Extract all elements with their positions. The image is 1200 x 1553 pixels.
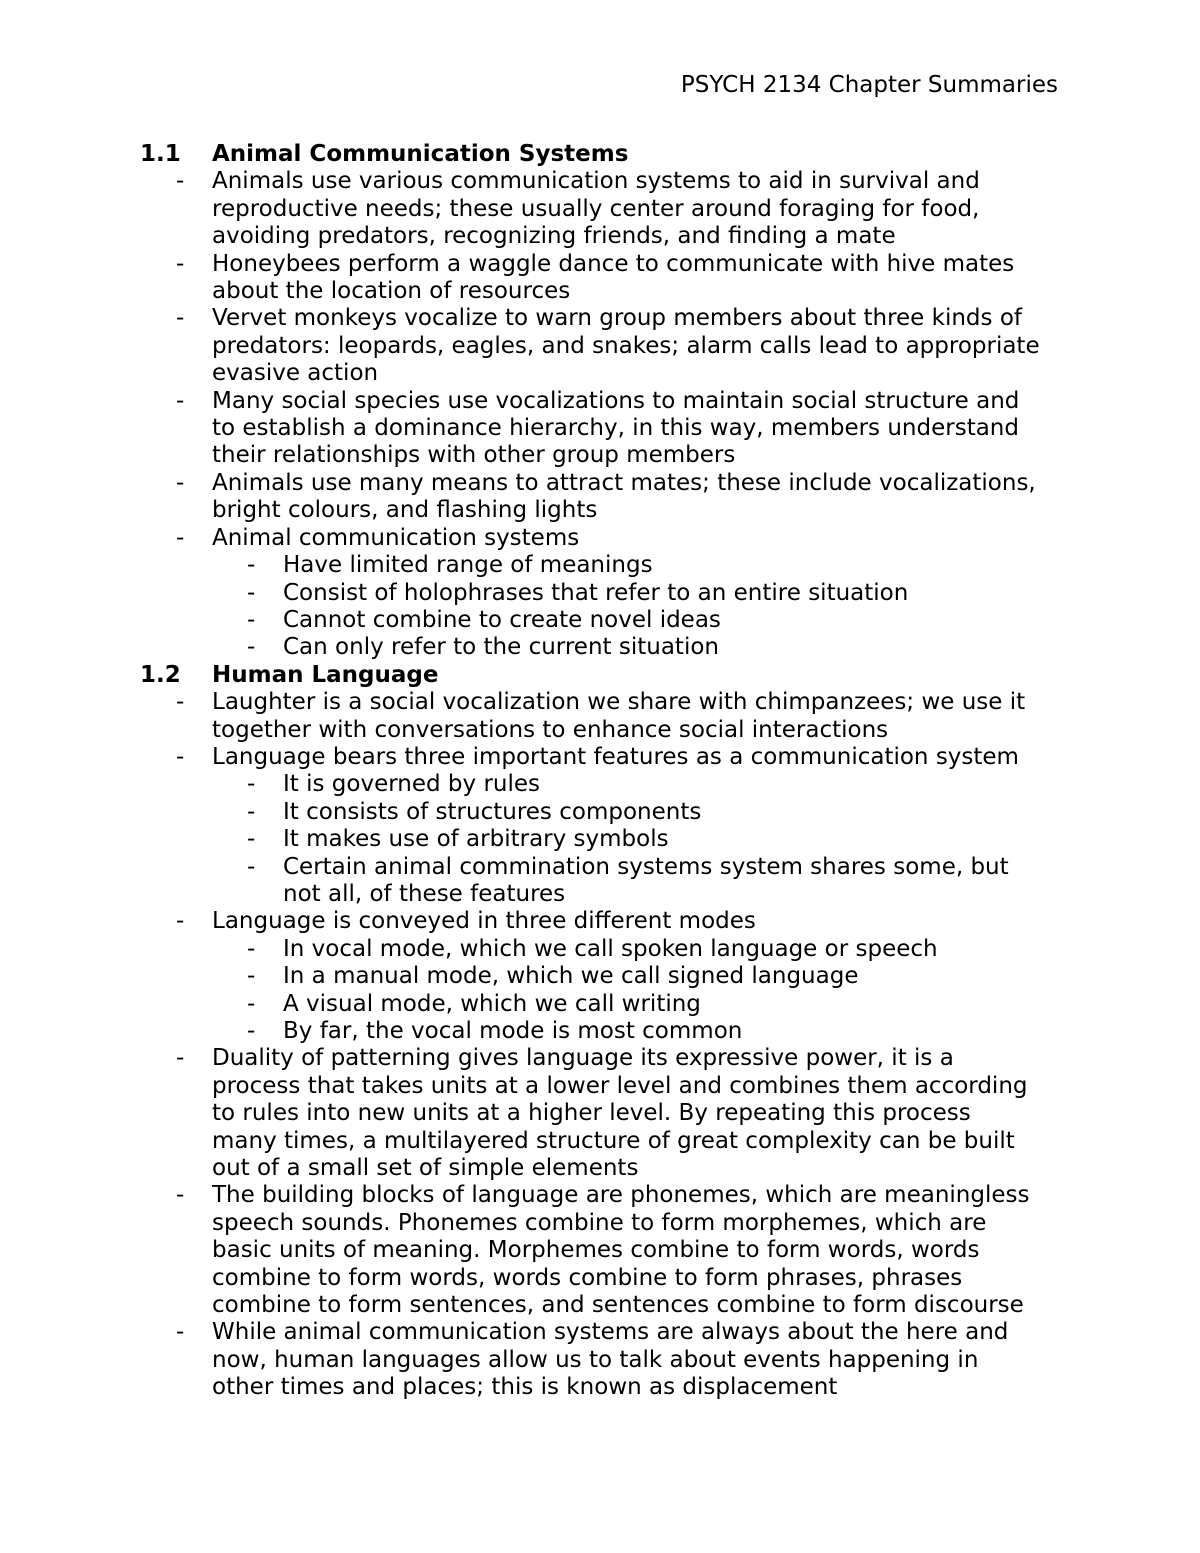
bullet-dash: - (176, 689, 185, 716)
bullet-item (176, 388, 1070, 470)
bullet-dash: - (247, 963, 256, 990)
bullet-item (176, 168, 1070, 250)
text-line: Animals use many means to attract mates; these include vocalizations, (212, 469, 1036, 496)
text-line: Laughter is a social vocalization we share with chimpanzees; we use it (212, 689, 1026, 716)
bullet-text (283, 826, 669, 853)
text-line: Certain animal commination systems system shares some, but (283, 853, 1009, 880)
bullet-dash: - (247, 935, 256, 962)
bullet-text (283, 580, 908, 607)
bullet-dash: - (176, 1045, 185, 1072)
bullet-text (283, 799, 701, 826)
text-line: Consist of holophrases that refer to an entire situation (283, 579, 909, 606)
bullet-dash: - (247, 579, 256, 606)
text-line: predators: leopards, eagles, and snakes; alarm calls lead to appropriate (212, 332, 1040, 359)
page-header (681, 72, 1058, 99)
bullet-text (212, 689, 1025, 744)
text-line: Animal communication systems (212, 524, 580, 551)
section-heading (140, 662, 1070, 689)
text-line: their relationships with other group members (212, 442, 736, 469)
text-line: Many social species use vocalizations to maintain social structure and (212, 387, 1020, 414)
bullet-dash: - (176, 1182, 185, 1209)
text-line: Animals use various communication systems to aid in survival and (212, 168, 980, 195)
text-line: Vervet monkeys vocalize to warn group members about three kinds of (212, 305, 1022, 332)
sub-bullet-item (247, 799, 1070, 826)
bullet-text (283, 936, 938, 963)
sub-bullet-item (247, 552, 1070, 579)
bullet-text (212, 1182, 1029, 1319)
text-line: Duality of patterning gives language its expressive power, it is a (212, 1045, 954, 1072)
section-title: Human Language (212, 661, 439, 688)
text-line: avoiding predators, recognizing friends, and finding a mate (212, 223, 896, 250)
text-line: Language bears three important features as a communication system (212, 743, 1019, 770)
bullet-text (283, 963, 858, 990)
sub-bullet-item (247, 963, 1070, 990)
text-line: together with conversations to enhance social interactions (212, 716, 889, 743)
section (140, 141, 1070, 662)
text-line: Cannot combine to create novel ideas (283, 606, 721, 633)
bullet-text (212, 168, 980, 250)
bullet-text (283, 991, 701, 1018)
bullet-text (212, 1045, 1028, 1182)
bullet-text (283, 1018, 742, 1045)
text-line: not all, of these features (283, 880, 566, 907)
text-line: about the location of resources (212, 278, 571, 305)
section-number: 1.1 (140, 141, 181, 167)
document-body (140, 141, 1070, 1402)
text-line: evasive action (212, 360, 379, 387)
bullet-item (176, 1319, 1070, 1401)
bullet-dash: - (176, 524, 185, 551)
text-line: Language is conveyed in three different modes (212, 908, 756, 935)
bullet-dash: - (176, 908, 185, 935)
sub-bullet-item (247, 580, 1070, 607)
section-heading (140, 141, 1070, 168)
document-title: PSYCH 2134 Chapter Summaries (680, 72, 1058, 98)
bullet-text (283, 634, 719, 661)
text-line: to establish a dominance hierarchy, in this way, members understand (212, 415, 1019, 442)
bullet-dash: - (247, 1018, 256, 1044)
bullet-text (212, 744, 1019, 771)
bullet-dash: - (247, 853, 256, 880)
text-line: By far, the vocal mode is most common (283, 1018, 743, 1044)
sub-bullet-item (247, 634, 1070, 661)
text-line: Have limited range of meanings (283, 552, 653, 579)
text-line: out of a small set of simple elements (212, 1155, 639, 1182)
bullet-text (212, 305, 1040, 387)
bullet-item (176, 744, 1070, 771)
text-line: The building blocks of language are phonemes, which are meaningless (212, 1182, 1030, 1209)
sub-bullet-item (247, 1018, 1070, 1045)
text-line: process that takes units at a lower level and combines them according (212, 1072, 1028, 1099)
section-title: Animal Communication Systems (212, 141, 629, 167)
text-line: combine to form words, words combine to form phrases, phrases (212, 1264, 963, 1291)
text-line: bright colours, and flashing lights (212, 497, 598, 524)
bullet-text (212, 525, 579, 552)
bullet-item (176, 689, 1070, 744)
bullet-item (176, 908, 1070, 935)
bullet-item (176, 525, 1070, 552)
text-line: speech sounds. Phonemes combine to form morphemes, which are (212, 1209, 987, 1236)
bullet-dash: - (176, 305, 185, 332)
sub-bullet-item (247, 991, 1070, 1018)
bullet-item (176, 470, 1070, 525)
bullet-item (176, 251, 1070, 306)
bullet-text (212, 1319, 1008, 1401)
bullet-text (212, 470, 1036, 525)
text-line: In vocal mode, which we call spoken language or speech (283, 935, 938, 962)
sub-bullet-item (247, 826, 1070, 853)
bullet-text (283, 552, 653, 579)
bullet-dash: - (176, 469, 185, 496)
text-line: While animal communication systems are always about the here and (212, 1319, 1009, 1346)
section-number: 1.2 (140, 661, 181, 688)
text-line: combine to form sentences, and sentences combine to form discourse (212, 1292, 1024, 1319)
sub-bullet-item (247, 854, 1070, 909)
bullet-item (176, 305, 1070, 387)
text-line: Honeybees perform a waggle dance to communicate with hive mates (212, 250, 1015, 277)
bullet-dash: - (247, 634, 256, 661)
bullet-text (283, 771, 540, 798)
text-line: Can only refer to the current situation (283, 634, 719, 661)
section (140, 662, 1070, 1402)
bullet-dash: - (176, 1319, 185, 1346)
text-line: other times and places; this is known as displacement (212, 1374, 838, 1401)
bullet-dash: - (176, 387, 185, 414)
text-line: It is governed by rules (283, 771, 540, 798)
bullet-text (212, 388, 1019, 470)
bullet-dash: - (247, 552, 256, 579)
bullet-text (283, 607, 721, 634)
bullet-dash: - (247, 826, 256, 853)
bullet-dash: - (176, 250, 185, 277)
text-line: reproductive needs; these usually center around foraging for food, (212, 195, 980, 222)
text-line: It makes use of arbitrary symbols (283, 826, 669, 853)
sub-bullet-item (247, 936, 1070, 963)
bullet-text (283, 854, 1009, 909)
bullet-dash: - (247, 798, 256, 825)
bullet-dash: - (247, 990, 256, 1017)
text-line: basic units of meaning. Morphemes combine to form words, words (212, 1237, 980, 1264)
bullet-dash: - (247, 606, 256, 633)
bullet-dash: - (176, 168, 185, 195)
bullet-item (176, 1182, 1070, 1319)
text-line: It consists of structures components (283, 798, 702, 825)
bullet-dash: - (176, 743, 185, 770)
bullet-text (212, 908, 756, 935)
text-line: many times, a multilayered structure of great complexity can be built (212, 1127, 1015, 1154)
bullet-text (212, 251, 1014, 306)
bullet-item (176, 1045, 1070, 1182)
sub-bullet-item (247, 771, 1070, 798)
bullet-dash: - (247, 771, 256, 798)
sub-bullet-item (247, 607, 1070, 634)
text-line: In a manual mode, which we call signed language (283, 963, 859, 990)
text-line: to rules into new units at a higher level. By repeating this process (212, 1100, 971, 1127)
text-line: A visual mode, which we call writing (283, 990, 701, 1017)
text-line: now, human languages allow us to talk about events happening in (212, 1346, 979, 1373)
